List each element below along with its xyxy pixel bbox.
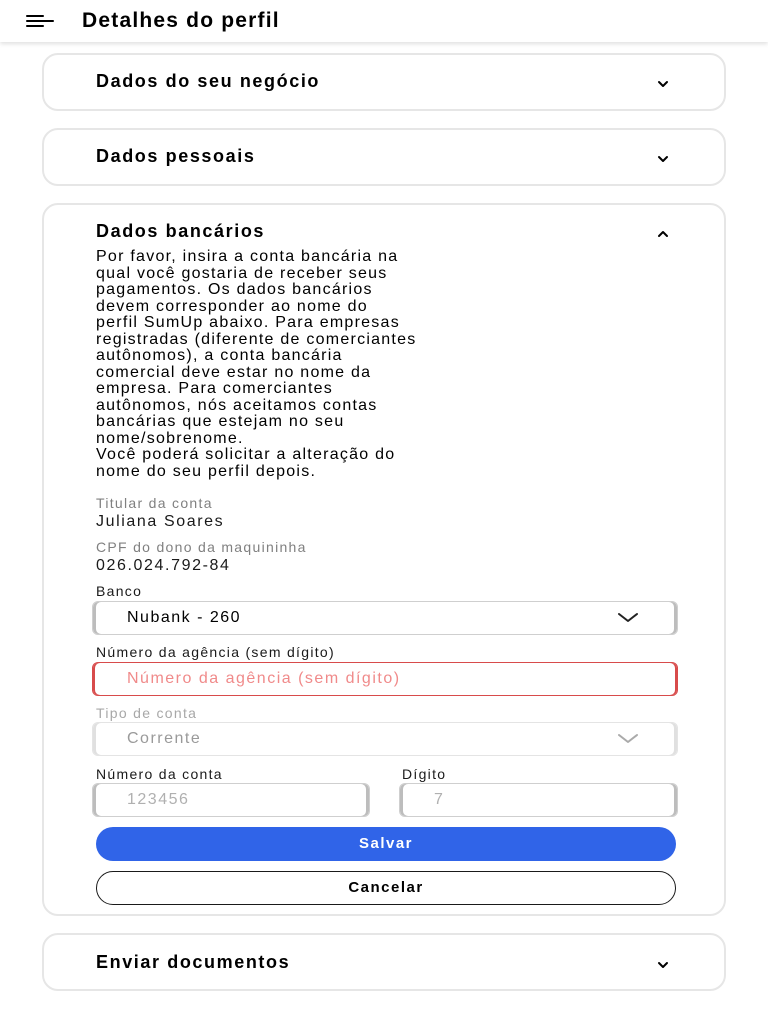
account-holder-value: Juliana Soares <box>96 513 225 530</box>
cpf-label: CPF do dono da maquininha <box>96 539 307 555</box>
cpf-value: 026.024.792-84 <box>96 557 231 574</box>
business-data-card <box>42 53 726 111</box>
digit-input[interactable] <box>399 783 678 817</box>
chevron-up-icon <box>656 227 670 241</box>
bank-data-header[interactable] <box>44 205 724 249</box>
personal-data-card <box>42 128 726 186</box>
send-documents-header[interactable] <box>44 935 724 991</box>
account-number-label: Número da conta <box>96 766 223 782</box>
account-type-select[interactable] <box>92 722 678 756</box>
send-documents-card <box>42 933 726 991</box>
cancel-button[interactable]: Cancelar <box>96 871 676 905</box>
bank-select-value: Nubank - 260 <box>127 609 242 626</box>
bank-data-card <box>42 203 726 916</box>
send-documents-title: Enviar documentos <box>96 952 291 972</box>
business-data-title: Dados do seu negócio <box>96 71 321 91</box>
chevron-down-icon <box>617 612 639 624</box>
account-type-label: Tipo de conta <box>96 705 198 721</box>
bank-data-title: Dados bancários <box>96 221 266 241</box>
digit-label: Dígito <box>402 766 447 782</box>
agency-number-placeholder: Número da agência (sem dígito) <box>127 670 401 687</box>
bank-data-instructions: Por favor, insira a conta bancária na qual você gostaria de receber seus pagamentos. Os dados bancários devem corresponder ao nome do perfil SumUp abaixo. Para empresas registradas (diferente de comerciantes autônomos), a conta bancária comercial deve estar no nome da empresa. Para comerciantes autônomos, nós aceitamos contas bancárias que estejam no seu nome/sobrenome. Você poderá solicitar a alteração do nome do seu perfil depois. <box>96 248 417 480</box>
hamburger-menu-icon[interactable] <box>26 12 56 32</box>
account-holder-label: Titular da conta <box>96 495 213 511</box>
agency-number-input[interactable] <box>92 662 678 696</box>
chevron-down-icon <box>656 77 670 91</box>
top-app-bar <box>0 0 768 42</box>
chevron-down-icon <box>656 958 670 972</box>
chevron-down-icon <box>617 733 639 745</box>
business-data-header[interactable] <box>44 55 724 111</box>
personal-data-title: Dados pessoais <box>96 146 256 166</box>
account-type-value: Corrente <box>127 730 202 747</box>
personal-data-header[interactable] <box>44 130 724 186</box>
account-number-placeholder: 123456 <box>127 791 190 808</box>
chevron-down-icon <box>656 152 670 166</box>
bank-select[interactable] <box>92 601 678 635</box>
bank-label: Banco <box>96 583 143 599</box>
digit-placeholder: 7 <box>434 791 445 808</box>
agency-number-label: Número da agência (sem dígito) <box>96 644 335 660</box>
page-title: Detalhes do perfil <box>82 9 280 32</box>
save-button[interactable]: Salvar <box>96 827 676 861</box>
account-number-input[interactable] <box>92 783 370 817</box>
